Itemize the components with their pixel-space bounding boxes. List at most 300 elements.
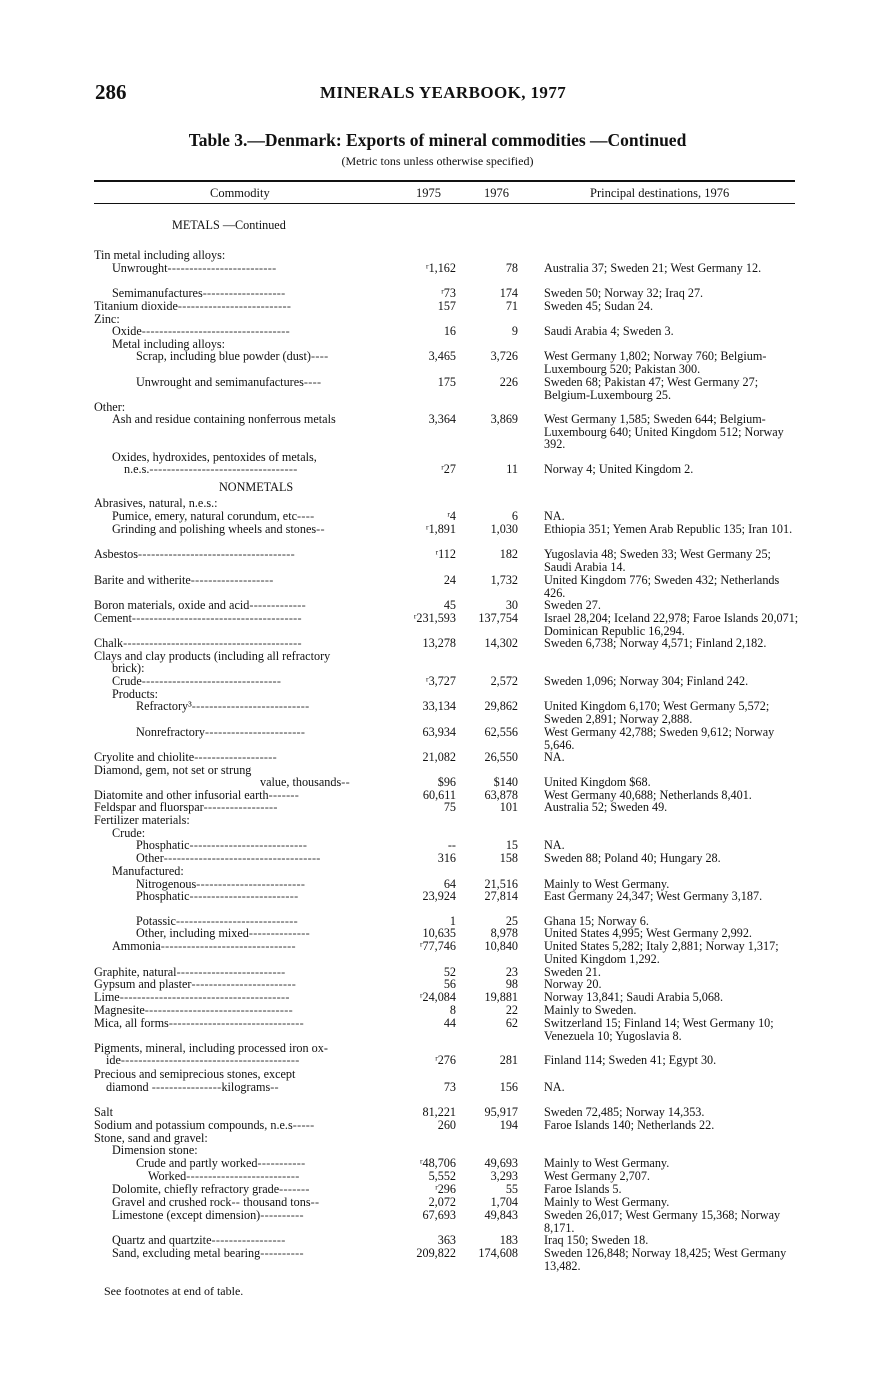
leader-dots: ----: [311, 350, 329, 363]
commodity-cell: [94, 1209, 384, 1222]
value-1976-cell: 8,978: [490, 926, 518, 940]
commodity-label: Oxide: [112, 325, 142, 338]
commodity-cell: [94, 662, 384, 675]
value-1975-cell: 316: [437, 851, 456, 865]
commodity-cell: [94, 463, 384, 476]
commodity-cell: [94, 1132, 384, 1145]
value-1975-cell: 3,364: [428, 412, 456, 426]
leader-dots: ----: [297, 510, 315, 523]
value-1976-cell: 15: [505, 838, 518, 852]
column-header-1975: 1975: [416, 186, 441, 200]
commodity-cell: [94, 1183, 384, 1196]
destinations-cell: Sweden 6,738; Norway 4,571; Finland 2,182.: [544, 636, 767, 650]
commodity-label: Worked: [148, 1170, 187, 1183]
value-1976-cell: 26,550: [484, 750, 518, 764]
destinations-cell: West Germany 2,707.: [544, 1169, 650, 1183]
commodity-label: Diamond, gem, not set or strung: [94, 764, 252, 777]
unit-label: kilograms: [221, 1081, 271, 1094]
destinations-cell: NA.: [544, 509, 565, 523]
value-1976-cell: 23: [505, 965, 518, 979]
commodity-cell: [94, 1106, 384, 1119]
value-1976-cell: 2,572: [490, 674, 518, 688]
destinations-cell: United Kingdom 6,170; West Germany 5,572; Sweden 2,891; Norway 2,888.: [544, 699, 770, 726]
commodity-cell: [94, 1042, 384, 1055]
value-1975-cell: 81,221: [422, 1105, 456, 1119]
leader-dots: ---------------------------: [191, 700, 310, 713]
commodity-label: brick):: [112, 662, 145, 675]
commodity-cell: [94, 801, 384, 814]
commodity-cell: [94, 814, 384, 827]
commodity-label: Stone, sand and gravel:: [94, 1132, 208, 1145]
commodity-cell: [94, 650, 384, 663]
destinations-cell: Sweden 45; Sudan 24.: [544, 299, 654, 313]
destinations-cell: Iraq 150; Sweden 18.: [544, 1233, 649, 1247]
value-1975-cell: 67,693: [422, 1208, 456, 1222]
value-1976-cell: 3,869: [490, 412, 518, 426]
commodity-cell: [94, 991, 384, 1004]
commodity-label: Cryolite and chiolite: [94, 751, 195, 764]
leader-dots: -------------------------: [176, 966, 286, 979]
value-1975-cell: ʳ73: [441, 286, 456, 300]
destinations-cell: Norway 4; United Kingdom 2.: [544, 462, 694, 476]
destinations-cell: Switzerland 15; Finland 14; West Germany 10; Venezuela 10; Yugoslavia 8.: [544, 1016, 774, 1043]
value-1976-cell: 30: [505, 598, 518, 612]
commodity-cell: [94, 1081, 384, 1094]
leader-dots: -------: [268, 789, 300, 802]
commodity-label: Phosphatic: [136, 890, 190, 903]
destinations-cell: Mainly to West Germany.: [544, 877, 670, 891]
commodity-cell: [94, 915, 384, 928]
value-1975-cell: ʳ48,706: [419, 1156, 456, 1170]
leader-dots: -------------------------------: [160, 940, 296, 953]
value-1976-cell: 49,843: [484, 1208, 518, 1222]
leader-dots: ----------------------------------: [144, 1004, 293, 1017]
value-1975-cell: 24: [443, 573, 456, 587]
commodity-cell: [94, 839, 384, 852]
commodity-label: Asbestos: [94, 548, 139, 561]
commodity-label: Nitrogenous: [136, 878, 197, 891]
value-1976-cell: 183: [499, 1233, 518, 1247]
value-1975-cell: 3,465: [428, 349, 456, 363]
destinations-cell: Saudi Arabia 4; Sweden 3.: [544, 324, 674, 338]
value-1976-cell: 27,814: [484, 889, 518, 903]
leader-dots: ---------------------------: [189, 839, 308, 852]
table-title: Table 3.—Denmark: Exports of mineral commodities —Continued: [188, 130, 687, 150]
commodity-cell: [94, 548, 384, 561]
commodity-cell: [94, 1247, 384, 1260]
table-footnote-note: See footnotes at end of table.: [104, 1284, 244, 1298]
commodity-cell: [94, 1144, 384, 1157]
leader-dots: --------------------------------: [141, 675, 282, 688]
leader-dots: -------------------------: [189, 890, 299, 903]
commodity-cell: [94, 574, 384, 587]
leader-dots: --------------------------: [177, 300, 292, 313]
leader-dots: ----------------------------: [175, 915, 298, 928]
value-1976-cell: 3,726: [490, 349, 518, 363]
destinations-cell: United Kingdom 776; Sweden 432; Netherlands 426.: [544, 573, 780, 600]
value-1975-cell: 60,611: [422, 788, 456, 802]
value-1975-cell: 209,822: [416, 1246, 456, 1260]
commodity-cell: [94, 249, 384, 262]
leader-dots: --: [316, 523, 325, 536]
commodity-cell: [94, 401, 384, 414]
commodity-label: Dimension stone:: [112, 1144, 198, 1157]
column-header-destinations: Principal destinations, 1976: [590, 186, 730, 200]
value-1976-cell: 25: [505, 914, 518, 928]
leader-dots: ---------------------------------------: [119, 991, 290, 1004]
value-1976-cell: 11: [506, 462, 518, 476]
destinations-cell: Yugoslavia 48; Sweden 33; West Germany 25; Saudi Arabia 14.: [544, 547, 771, 574]
value-1975-cell: $96: [437, 775, 456, 789]
destinations-cell: NA.: [544, 750, 565, 764]
value-1976-cell: 174,608: [478, 1246, 518, 1260]
commodity-label: value, thousands: [260, 776, 342, 789]
commodity-label: n.e.s.: [124, 463, 150, 476]
commodity-cell: [94, 726, 384, 739]
commodity-cell: [94, 700, 384, 713]
leader-dots: -----: [292, 1119, 315, 1132]
commodity-cell: [94, 1196, 384, 1209]
leader-dots: ----------: [260, 1247, 304, 1260]
commodity-cell: [94, 878, 384, 891]
destinations-cell: Sweden 72,485; Norway 14,353.: [544, 1105, 705, 1119]
value-1976-cell: 62,556: [484, 725, 518, 739]
commodity-label: diamond: [106, 1081, 152, 1094]
destinations-cell: United States 5,282; Italy 2,881; Norway 1,317; United Kingdom 1,292.: [544, 939, 779, 966]
leader-dots: -----------------------------------------: [120, 1054, 300, 1067]
value-1976-cell: 156: [499, 1080, 518, 1094]
value-1975-cell: 75: [443, 800, 456, 814]
commodity-cell: [94, 1170, 384, 1183]
leader-dots: -------------------------------: [168, 1017, 304, 1030]
commodity-cell: [94, 978, 384, 991]
leader-dots: ------------------------: [191, 978, 297, 991]
value-1976-cell: 19,881: [484, 990, 518, 1004]
value-1976-cell: 1,732: [490, 573, 518, 587]
value-1975-cell: ʳ231,593: [413, 611, 456, 625]
destinations-cell: Ghana 15; Norway 6.: [544, 914, 649, 928]
value-1975-cell: 23,924: [422, 889, 456, 903]
value-1976-cell: 1,030: [490, 522, 518, 536]
leader-dots: --: [310, 1196, 320, 1209]
leader-dots: --: [231, 1196, 241, 1209]
destinations-cell: West Germany 42,788; Sweden 9,612; Norway 5,646.: [544, 725, 775, 752]
value-1976-cell: 63,878: [484, 788, 518, 802]
leader-dots: --------------: [248, 927, 310, 940]
destinations-cell: Australia 37; Sweden 21; West Germany 12.: [544, 261, 762, 275]
table-subtitle: (Metric tons unless otherwise specified): [341, 154, 534, 168]
commodity-cell: [94, 927, 384, 940]
value-1976-cell: 14,302: [484, 636, 518, 650]
value-1976-cell: 95,917: [484, 1105, 518, 1119]
commodity-cell: [94, 1119, 384, 1132]
commodity-cell: [94, 350, 384, 363]
leader-dots: -----------------: [211, 1234, 286, 1247]
destinations-cell: West Germany 40,688; Netherlands 8,401.: [544, 788, 752, 802]
commodity-cell: [94, 890, 384, 903]
leader-dots: ----: [303, 376, 322, 389]
leader-dots: ----------: [260, 1209, 304, 1222]
commodity-cell: [94, 313, 384, 326]
commodity-label: Crude:: [112, 827, 146, 840]
commodity-label: Sodium and potassium compounds, n.e.s: [94, 1119, 293, 1132]
commodity-label: NONMETALS: [219, 481, 294, 494]
leader-dots: -------------------: [202, 287, 286, 300]
destinations-cell: NA.: [544, 1080, 565, 1094]
commodity-cell: [94, 852, 384, 865]
destinations-cell: Sweden 126,848; Norway 18,425; West Germany 13,482.: [544, 1246, 787, 1273]
commodity-label: Limestone (except dimension): [112, 1209, 261, 1222]
value-1976-cell: 101: [499, 800, 518, 814]
value-1976-cell: 22: [505, 1003, 518, 1017]
value-1975-cell: 1: [449, 914, 456, 928]
value-1975-cell: 44: [443, 1016, 456, 1030]
page-number: 286: [95, 80, 127, 104]
value-1975-cell: 21,082: [422, 750, 456, 764]
commodity-label: Zinc:: [94, 313, 120, 326]
commodity-label: Ammonia: [112, 940, 161, 953]
commodity-cell: [94, 789, 384, 802]
value-1975-cell: ʳ27: [441, 462, 456, 476]
leader-dots: -------------------: [194, 751, 277, 764]
unit-label: thousand tons: [240, 1196, 311, 1209]
value-1976-cell: 194: [499, 1118, 518, 1132]
value-1975-cell: 63,934: [422, 725, 456, 739]
commodity-cell: [94, 1068, 384, 1081]
leader-dots: -----------: [257, 1157, 306, 1170]
value-1975-cell: 2,072: [428, 1195, 456, 1209]
commodity-cell: [94, 219, 384, 232]
destinations-cell: Norway 20.: [544, 977, 602, 991]
value-1976-cell: 158: [499, 851, 518, 865]
value-1975-cell: --: [447, 838, 456, 852]
commodity-cell: [94, 827, 384, 840]
commodity-label: Graphite, natural: [94, 966, 177, 979]
table-header-rule: [94, 203, 795, 204]
leader-dots: ----------------------------------: [149, 463, 298, 476]
value-1975-cell: 175: [437, 375, 456, 389]
table-top-rule: [94, 180, 795, 182]
destinations-cell: Sweden 1,096; Norway 304; Finland 242.: [544, 674, 749, 688]
commodity-label: Gravel and crushed rock: [112, 1196, 232, 1209]
destinations-cell: Mainly to West Germany.: [544, 1195, 670, 1209]
commodity-label: Mica, all forms: [94, 1017, 169, 1030]
value-1975-cell: 13,278: [422, 636, 456, 650]
commodity-label: Sand, excluding metal bearing: [112, 1247, 261, 1260]
column-header-commodity: Commodity: [210, 186, 270, 200]
commodity-label: Crude and partly worked: [136, 1157, 258, 1170]
destinations-cell: Sweden 27.: [544, 598, 601, 612]
leader-dots: ------------------------------------: [138, 548, 295, 561]
column-header-1976: 1976: [484, 186, 509, 200]
commodity-cell: [94, 413, 384, 426]
destinations-cell: Ethiopia 351; Yemen Arab Republic 135; Iran 101.: [544, 522, 793, 536]
commodity-label: Quartz and quartzite: [112, 1234, 212, 1247]
value-1975-cell: ʳ24,084: [419, 990, 456, 1004]
leader-dots: --: [270, 1081, 279, 1094]
commodity-cell: [94, 523, 384, 536]
commodity-label: Tin metal including alloys:: [94, 249, 226, 262]
value-1976-cell: 49,693: [484, 1156, 518, 1170]
destinations-cell: Australia 52; Sweden 49.: [544, 800, 668, 814]
value-1975-cell: ʳ77,746: [419, 939, 456, 953]
value-1975-cell: 363: [437, 1233, 456, 1247]
value-1976-cell: 71: [505, 299, 518, 313]
commodity-cell: [94, 751, 384, 764]
destinations-cell: Mainly to West Germany.: [544, 1156, 670, 1170]
commodity-cell: [94, 497, 384, 510]
commodity-label: ide: [106, 1054, 121, 1067]
value-1976-cell: 174: [499, 286, 518, 300]
commodity-label: Abrasives, natural, n.e.s.:: [94, 497, 218, 510]
value-1975-cell: 5,552: [428, 1169, 456, 1183]
value-1976-cell: 55: [505, 1182, 518, 1196]
running-head: MINERALS YEARBOOK, 1977: [320, 83, 567, 102]
commodity-label: Crude: [112, 675, 142, 688]
commodity-label: Precious and semiprecious stones, except: [94, 1068, 296, 1081]
leader-dots: ----------------------------------: [141, 325, 290, 338]
destinations-cell: Sweden 50; Norway 32; Iraq 27.: [544, 286, 704, 300]
commodity-cell: [94, 865, 384, 878]
leader-dots: ---------------------------------------: [131, 612, 302, 625]
commodity-label: Products:: [112, 688, 159, 701]
commodity-label: Other: [136, 852, 164, 865]
commodity-cell: [94, 1054, 384, 1067]
destinations-cell: West Germany 1,802; Norway 760; Belgium-Luxembourg 520; Pakistan 300.: [544, 349, 767, 376]
commodity-cell: [94, 940, 384, 953]
commodity-label: Nonrefractory: [136, 726, 206, 739]
commodity-label: Feldspar and fluorspar: [94, 801, 204, 814]
value-1976-cell: $140: [493, 775, 518, 789]
commodity-label: Other:: [94, 401, 126, 414]
commodity-cell: [94, 764, 384, 777]
commodity-label: Pumice, emery, natural corundum, etc: [112, 510, 298, 523]
destinations-cell: West Germany 1,585; Sweden 644; Belgium-Luxembourg 640; United Kingdom 512; Norway 392.: [544, 412, 784, 451]
value-1976-cell: 281: [499, 1053, 518, 1067]
commodity-label: Lime: [94, 991, 120, 1004]
commodity-cell: [94, 262, 384, 275]
commodity-label: Fertilizer materials:: [94, 814, 190, 827]
leader-dots: -----------------------------------------: [123, 637, 302, 650]
commodity-cell: [94, 1004, 384, 1017]
leader-dots: -------------------------: [196, 878, 306, 891]
commodity-label: Other, including mixed: [136, 927, 249, 940]
leader-dots: -----------------------: [205, 726, 306, 739]
leader-dots: ------------------------------------: [163, 852, 321, 865]
commodity-label: Scrap, including blue powder (dust): [136, 350, 311, 363]
commodity-cell: [94, 599, 384, 612]
destinations-cell: East Germany 24,347; West Germany 3,187.: [544, 889, 763, 903]
commodity-label: Semimanufactures: [112, 287, 203, 300]
commodity-cell: [94, 338, 384, 351]
value-1975-cell: 45: [443, 598, 456, 612]
value-1975-cell: ʳ4: [447, 509, 456, 523]
destinations-cell: Sweden 26,017; West Germany 15,368; Norway 8,171.: [544, 1208, 781, 1235]
commodity-cell: [94, 688, 384, 701]
value-1976-cell: 62: [505, 1016, 518, 1030]
commodity-label: Phosphatic: [136, 839, 190, 852]
value-1975-cell: 56: [443, 977, 456, 991]
commodity-label: Titanium dioxide: [94, 300, 178, 313]
value-1976-cell: 182: [499, 547, 518, 561]
value-1976-cell: 21,516: [484, 877, 518, 891]
commodity-cell: [94, 1234, 384, 1247]
leader-dots: -------------------------: [167, 262, 277, 275]
leader-dots: -------------------: [190, 574, 274, 587]
destinations-cell: Sweden 68; Pakistan 47; West Germany 27; Belgium-Luxembourg 25.: [544, 375, 759, 402]
commodity-label: Magnesite: [94, 1004, 145, 1017]
value-1975-cell: ʳ276: [435, 1053, 456, 1067]
value-1975-cell: 52: [443, 965, 456, 979]
value-1975-cell: 64: [443, 877, 456, 891]
leader-dots: --------------------------: [186, 1170, 300, 1183]
value-1976-cell: 1,704: [490, 1195, 518, 1209]
commodity-label: Pigments, mineral, including processed iron ox-: [94, 1042, 328, 1055]
commodity-label: Refractory³: [136, 700, 192, 713]
commodity-label: Salt: [94, 1106, 113, 1119]
leader-dots: -----------------: [203, 801, 278, 814]
commodity-label: Dolomite, chiefly refractory grade: [112, 1183, 280, 1196]
commodity-label: Oxides, hydroxides, pentoxides of metals,: [112, 451, 317, 464]
value-1976-cell: 9: [511, 324, 518, 338]
commodity-cell: [94, 1017, 384, 1030]
commodity-cell: [94, 612, 384, 625]
value-1976-cell: 137,754: [478, 611, 518, 625]
destinations-cell: United Kingdom $68.: [544, 775, 651, 789]
value-1976-cell: 98: [505, 977, 518, 991]
commodity-cell: [94, 325, 384, 338]
value-1975-cell: ʳ3,727: [425, 674, 456, 688]
destinations-cell: Finland 114; Sweden 41; Egypt 30.: [544, 1053, 717, 1067]
destinations-cell: United States 4,995; West Germany 2,992.: [544, 926, 752, 940]
commodity-label: Clays and clay products (including all refractory: [94, 650, 331, 663]
commodity-label: Potassic: [136, 915, 176, 928]
value-1975-cell: 8: [449, 1003, 456, 1017]
value-1975-cell: 10,635: [422, 926, 456, 940]
commodity-label: Chalk: [94, 637, 124, 650]
destinations-cell: Sweden 21.: [544, 965, 601, 979]
value-1975-cell: 16: [443, 324, 456, 338]
commodity-label: METALS —Continued: [172, 219, 286, 232]
value-1976-cell: 29,862: [484, 699, 518, 713]
value-1976-cell: 78: [505, 261, 518, 275]
commodity-cell: [94, 776, 384, 789]
value-1975-cell: 33,134: [422, 699, 456, 713]
commodity-cell: [94, 966, 384, 979]
destinations-cell: Mainly to Sweden.: [544, 1003, 637, 1017]
commodity-label: Unwrought: [112, 262, 168, 275]
commodity-cell: [94, 481, 384, 494]
leader-dots: -------------: [249, 599, 307, 612]
commodity-label: Diatomite and other infusorial earth: [94, 789, 269, 802]
value-1976-cell: 3,293: [490, 1169, 518, 1183]
value-1975-cell: ʳ296: [435, 1182, 456, 1196]
value-1975-cell: 157: [437, 299, 456, 313]
value-1975-cell: 260: [437, 1118, 456, 1132]
destinations-cell: NA.: [544, 838, 565, 852]
value-1976-cell: 10,840: [484, 939, 518, 953]
commodity-cell: [94, 451, 384, 464]
destinations-cell: Faroe Islands 5.: [544, 1182, 622, 1196]
commodity-label: Manufactured:: [112, 865, 184, 878]
commodity-label: Boron materials, oxide and acid: [94, 599, 250, 612]
commodity-cell: [94, 675, 384, 688]
commodity-label: Grinding and polishing wheels and stones: [112, 523, 317, 536]
destinations-cell: Faroe Islands 140; Netherlands 22.: [544, 1118, 715, 1132]
value-1975-cell: ʳ1,891: [425, 522, 456, 536]
value-1975-cell: ʳ1,162: [425, 261, 456, 275]
commodity-label: Unwrought and semimanufactures: [136, 376, 304, 389]
